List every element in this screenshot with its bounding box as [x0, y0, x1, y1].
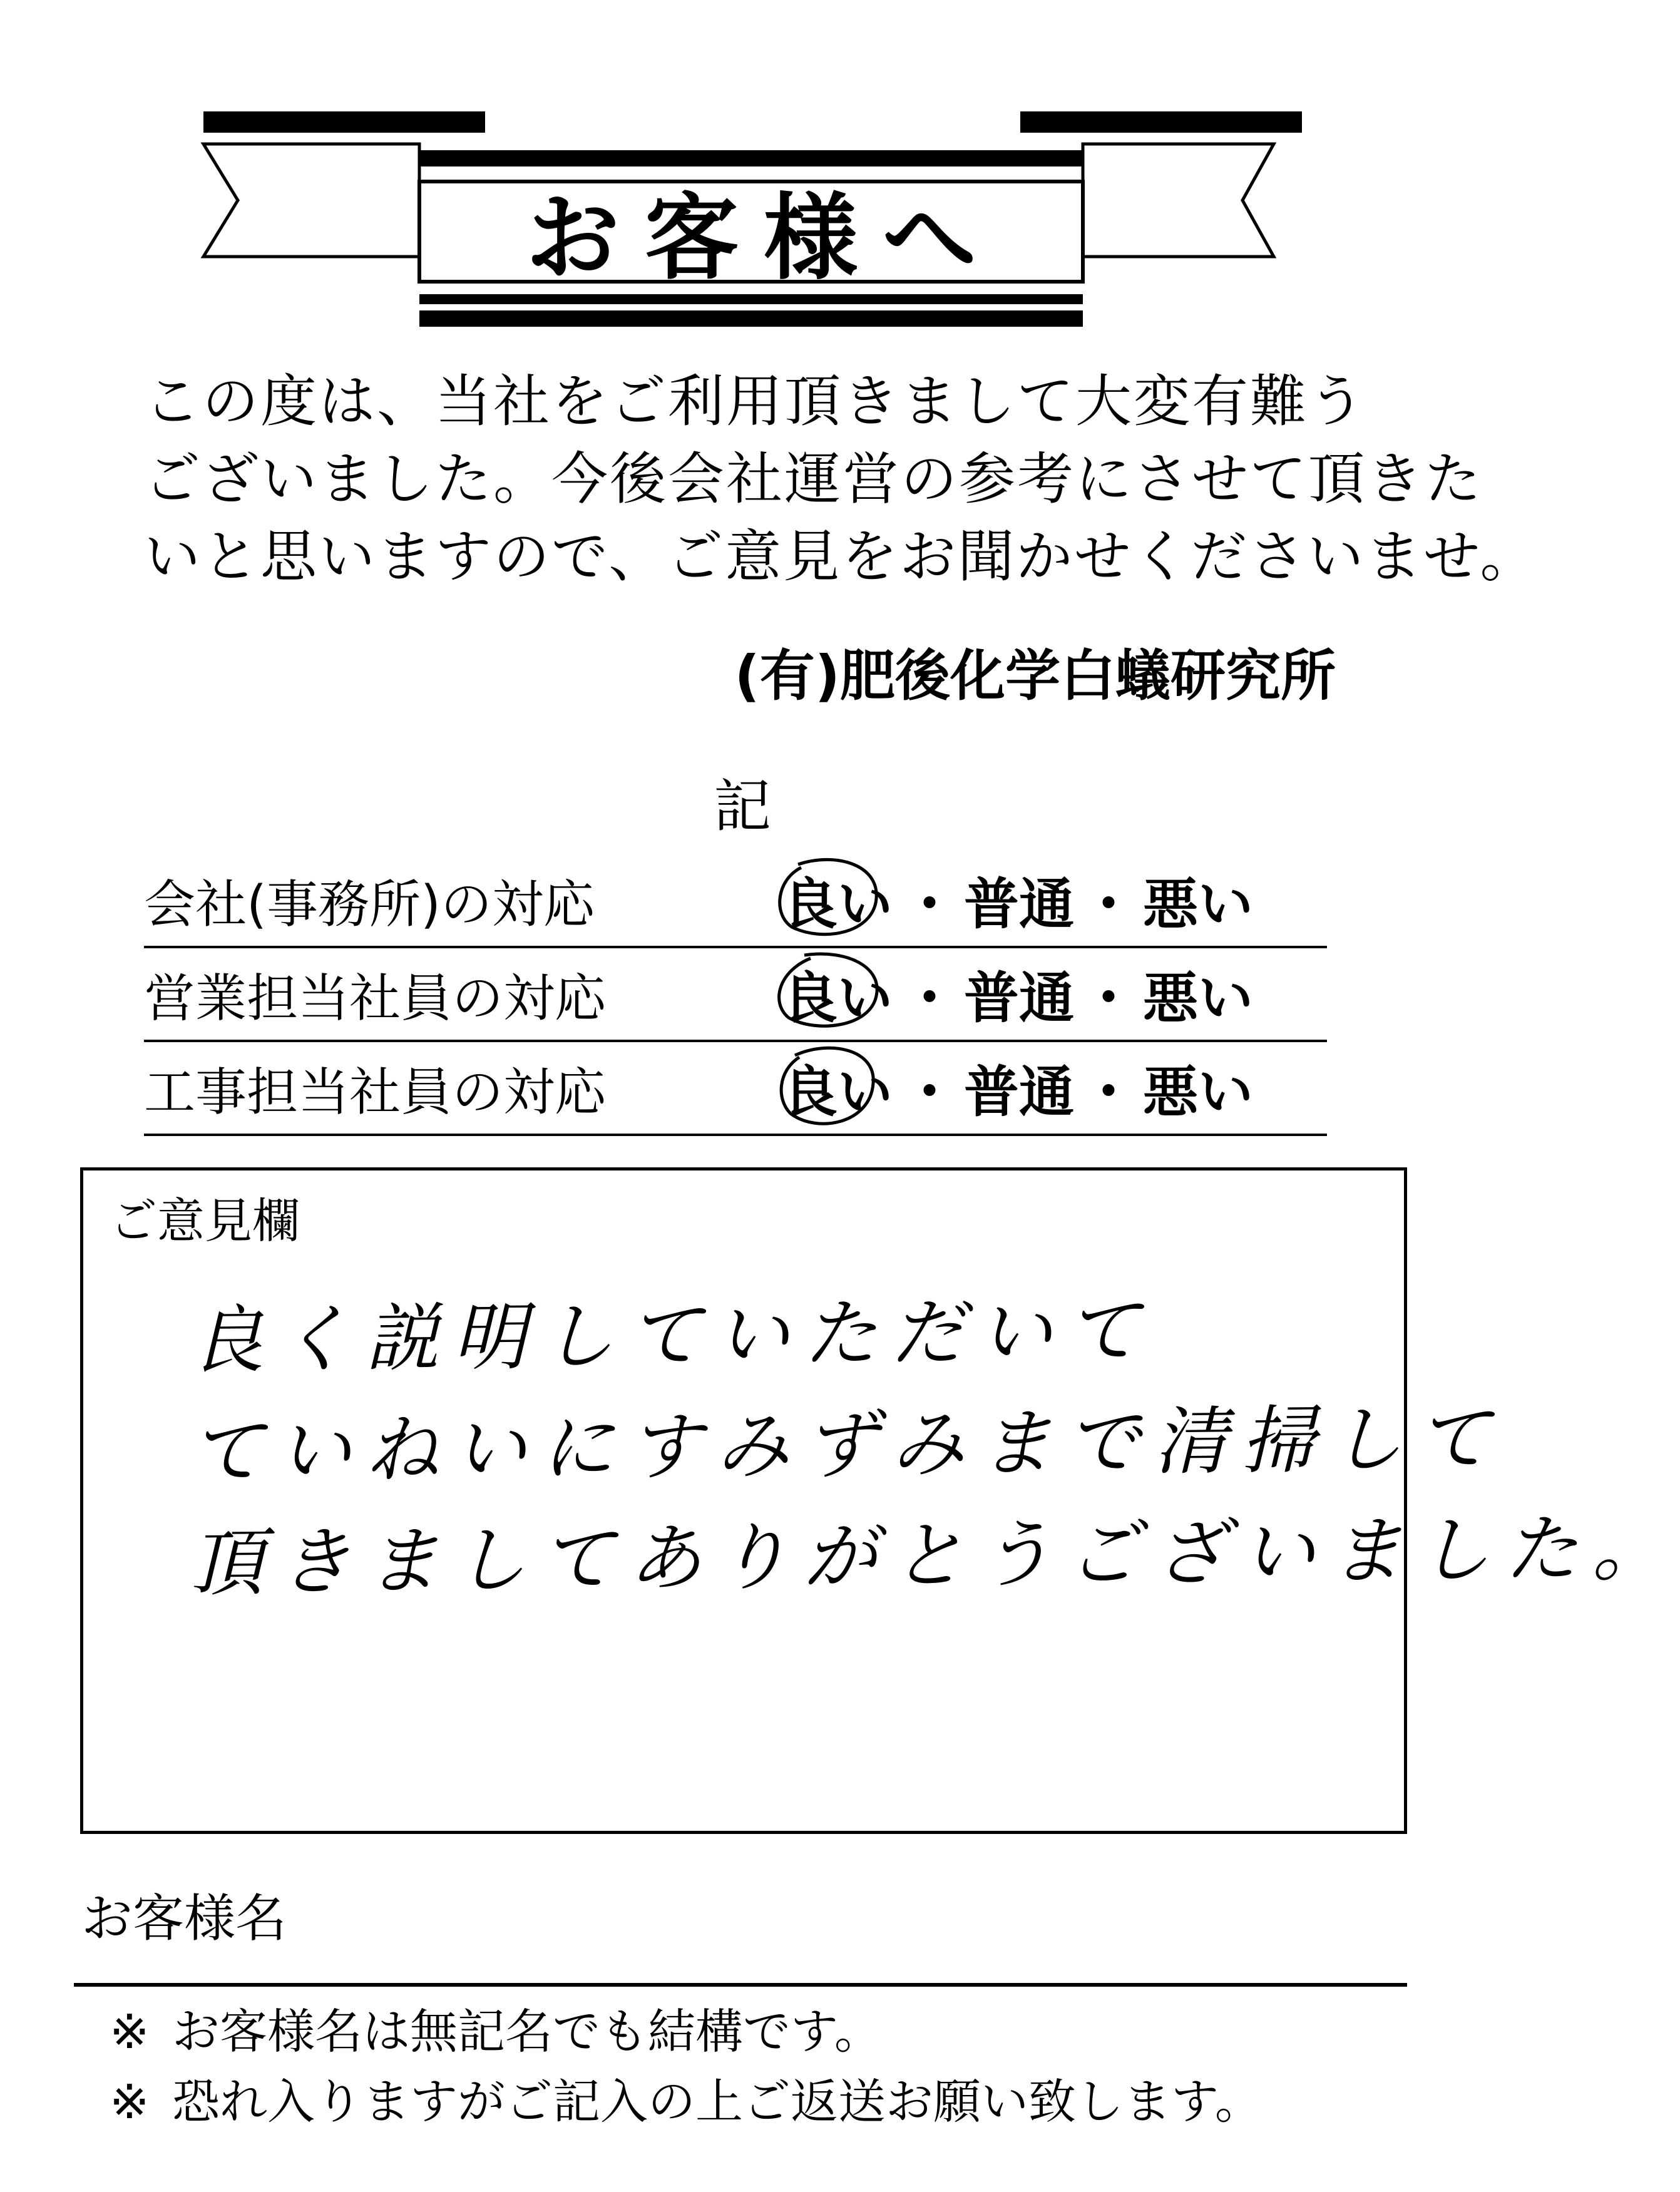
customer-name-field-line[interactable]	[74, 1983, 1407, 1987]
option-normal[interactable]: 普通	[964, 872, 1075, 936]
option-normal[interactable]: 普通	[964, 966, 1075, 1030]
intro-line: いと思いますので、ご意見をお聞かせくださいませ。	[144, 524, 1539, 590]
footnote	[110, 2067, 1263, 2137]
selected-circle-mark	[773, 946, 886, 1040]
option-normal[interactable]: 普通	[964, 1060, 1075, 1124]
banner-title: お客様へ	[525, 184, 1001, 293]
handwritten-line: ていねいにすみずみまで清掃して	[189, 1395, 1505, 1495]
separator: ・	[1081, 872, 1137, 936]
handwritten-comment	[190, 1277, 1679, 1611]
option-good[interactable]: 良い	[782, 1060, 893, 1124]
opinion-box[interactable]	[80, 1167, 1680, 1834]
note-mark: ※	[110, 2004, 150, 2059]
intro-line: ございました。今後会社運営の参考にさせて頂きた	[144, 446, 1483, 512]
handwritten-line: 良く説明していただいて	[189, 1287, 1154, 1384]
rating-row-sales	[144, 948, 1327, 1042]
customer-name-label: お客様名	[81, 1889, 287, 1949]
footnote	[110, 1997, 1263, 2067]
option-bad[interactable]: 悪い	[1143, 1060, 1254, 1124]
option-good[interactable]: 良い	[782, 872, 893, 936]
separator: ・	[901, 1060, 957, 1124]
rating-row-construction	[144, 1042, 1327, 1136]
option-bad[interactable]: 悪い	[1143, 966, 1254, 1030]
option-good[interactable]: 良い	[782, 966, 893, 1030]
footnote-text: 恐れ入りますがご記入の上ご返送お願い致します。	[172, 2074, 1263, 2129]
selected-circle-mark	[773, 852, 886, 946]
separator: ・	[901, 966, 957, 1030]
title-banner	[0, 0, 1473, 351]
footnotes	[110, 1997, 1263, 2137]
handwritten-line: 頂きましてありがとうございました。	[189, 1504, 1680, 1607]
rating-row-company	[144, 854, 1327, 948]
separator: ・	[1081, 966, 1137, 1030]
separator: ・	[1081, 1060, 1137, 1124]
selected-circle-mark	[773, 1040, 886, 1134]
separator: ・	[901, 872, 957, 936]
intro-paragraph	[144, 363, 1539, 596]
rating-label: 会社(事務所)の対応	[144, 875, 595, 935]
row-underline	[144, 1134, 1327, 1136]
note-mark: ※	[110, 2074, 150, 2129]
intro-line: この度は、当社をご利用頂きまして大変有難う	[144, 369, 1366, 434]
rating-label: 営業担当社員の対応	[144, 969, 607, 1028]
rating-label: 工事担当社員の対応	[144, 1063, 607, 1122]
option-bad[interactable]: 悪い	[1143, 872, 1254, 936]
company-name: (有)肥後化学白蟻研究所	[734, 643, 1336, 708]
opinion-label: ご意見欄	[110, 1193, 300, 1249]
footnote-text: お客様名は無記名でも結構です。	[172, 2004, 882, 2059]
ki-heading: 記	[714, 773, 772, 840]
